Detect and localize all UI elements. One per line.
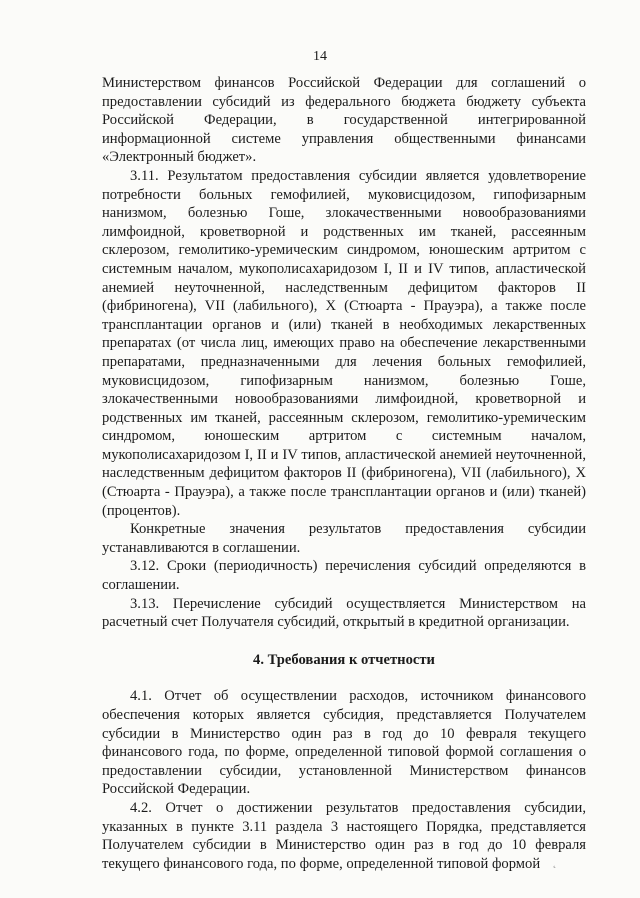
paragraph-4-1: 4.1. Отчет об осуществлении расходов, источником финансового обеспечения которых является субсидия, представляется Получателем субсидии в Министерство один раз в год до 10 февраля текущего финансового года, по форме, определенной типовой формой соглашения о предоставлении субсидии, установленной Министерством финансов Российской Федерации. bbox=[102, 688, 586, 798]
section-heading: 4. Требования к отчетности bbox=[253, 651, 435, 668]
scan-artifact-mark: ˛ bbox=[553, 858, 557, 869]
paragraph-continuation: Министерством финансов Российской Федерации для соглашений о предоставлении субсидий из федерального бюджета бюджету субъекта Российской Федерации, в государственной интегрированной информационной системе управления общественными финансами «Электронный бюджет». bbox=[102, 75, 586, 166]
page-number: 14 bbox=[313, 49, 327, 64]
paragraph-3-12: 3.12. Сроки (периодичность) перечисления субсидий определяются в соглашении. bbox=[102, 558, 586, 594]
paragraph-3-11: 3.11. Результатом предоставления субсидии является удовлетворение потребности больных гемофилией, муковисцидозом, гипофизарным нанизмом, болезнью Гоше, злокачественными новообразованиями лимфоидной, кроветворной и родственных им тканей, рассеянным склерозом, гемолитико-уремическим синдромом, юношеским артритом с системным началом, мукополисахаридозом I, II и IV типов, апластической анемией неуточненной, наследственным дефицитом факторов II (фибриногена), VII (лабильного), X (Стюарта - Прауэра), а также после трансплантации органов и (или) тканей в необходимых лекарственных препаратах (от числа лиц, имеющих право на обеспечение лекарственными препаратами, предназначенными для лечения больных гемофилией, муковисцидозом, гипофизарным нанизмом, болезнью Гоше, злокачественными новообразованиями лимфоидной, кроветворной и родственных им тканей, рассеянным склерозом, гемолитико-уремическим синдромом, юношеским артритом с системным началом, мукополисахаридозом I, II и IV типов, апластической анемией неуточненной, наследственным дефицитом факторов II (фибриногена), VII (лабильного), X (Стюарта - Прауэра), а также после трансплантации органов и (или) тканей) (процентов). bbox=[102, 167, 586, 519]
paragraph-4-2: 4.2. Отчет о достижении результатов предоставления субсидии, указанных в пункте 3.11 раздела 3 настоящего Порядка, представляется Получателем субсидии в Министерство один раз в год до 10 февраля текущего финансового года, по форме, определенной типовой формой bbox=[102, 799, 586, 872]
paragraph-3-13: 3.13. Перечисление субсидий осуществляется Министерством на расчетный счет Получателя субсидий, открытый в кредитной организации. bbox=[102, 595, 586, 631]
document-body bbox=[102, 74, 586, 873]
paragraph-result-values: Конкретные значения результатов предоставления субсидии устанавливаются в соглашении. bbox=[102, 521, 586, 556]
